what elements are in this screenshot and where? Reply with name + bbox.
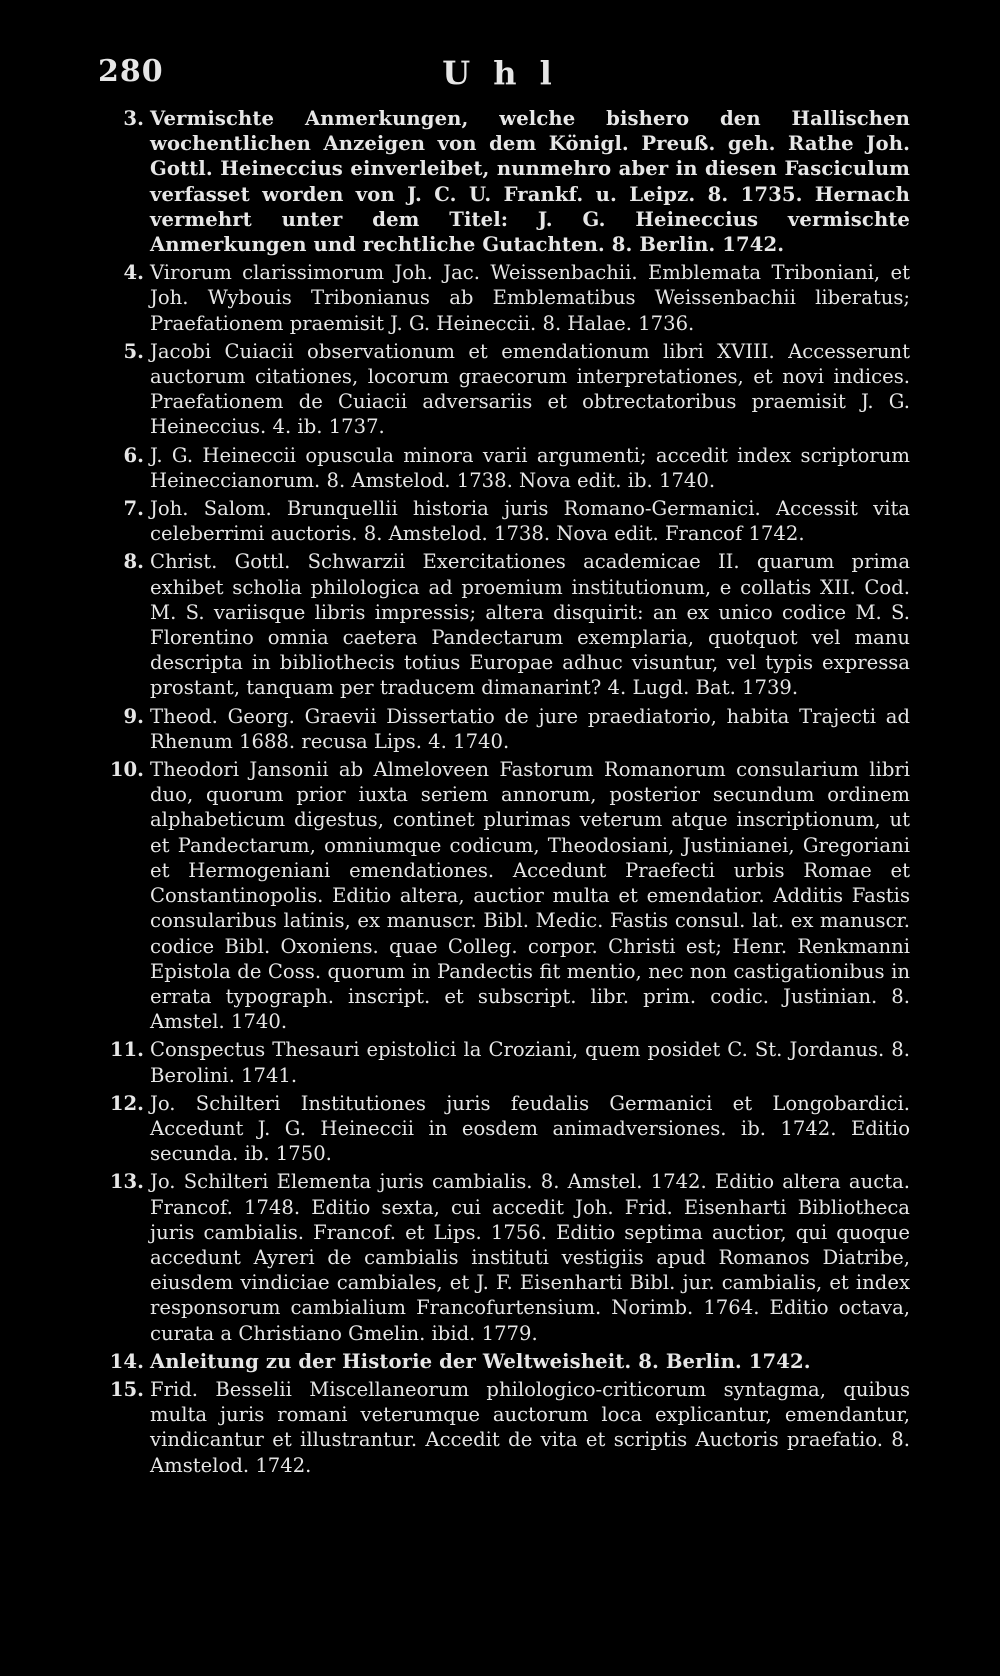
bibliography-entry-12 [90,1091,910,1167]
page-header [0,54,1000,98]
bibliography-entry-13 [90,1169,910,1345]
entry-number: 15. [109,1377,144,1401]
entry-text: Anleitung zu der Historie der Weltweisheit. 8. Berlin. 1742. [150,1349,811,1373]
entry-text: Jo. Schilteri Elementa juris cambialis. 8. Amstel. 1742. Editio altera aucta. Francof. 1748. Editio sexta, cui accedit Joh. Frid. Eisenharti Bibliotheca juris cambialis. Francof. et Lips. 1756. Editio septima auctior, qui quoque accedunt Ayreri de cambialis instituti vestigiis apud Romanos Diatribe, eiusdem vindiciae cambiales, et J. F. Eisenharti Bibl. jur. cambialis, et index responsorum cambialium Francofurtensium. Norimb. 1764. Editio octava, curata a Christiano Gmelin. ibid. 1779. [150,1170,910,1345]
page-number: 280 [98,54,164,89]
entry-number: 7. [123,497,144,521]
bibliography-entry-11 [90,1037,910,1087]
bibliography-entry-14 [90,1349,910,1374]
entry-text: Jacobi Cuiacii observationum et emendationum libri XVIII. Accesserunt auctorum citationes, locorum graecorum interpretationes, et novi indices. Praefationem de Cuiacii adversariis et obtrectatoribus praemisit J. G. Heineccius. 4. ib. 1737. [150,339,910,439]
entry-text: J. G. Heineccii opuscula minora varii argumenti; accedit index scriptorum Heineccianorum. 8. Amstelod. 1738. Nova edit. ib. 1740. [150,443,910,492]
entry-number: 6. [123,443,144,467]
bibliography-entry-3 [90,106,910,257]
entry-text: Jo. Schilteri Institutiones juris feudalis Germanici et Longobardici. Accedunt J. G. Heineccii in eosdem animadversiones. ib. 1742. Editio secunda. ib. 1750. [150,1091,910,1166]
entry-text: Virorum clarissimorum Joh. Jac. Weissenbachii. Emblemata Triboniani, et Joh. Wybouis Tribonianus ab Emblematibus Weissenbachii liberatus; Praefationem praemisit J. G. Heineccii. 8. Halae. 1736. [150,261,910,335]
entry-number: 14. [109,1349,144,1373]
entry-number: 4. [123,261,144,285]
bibliography-entry-15 [90,1377,910,1478]
entry-text: Conspectus Thesauri epistolici la Croziani, quem posidet C. St. Jordanus. 8. Berolini. 1741. [150,1038,910,1087]
entry-number: 5. [123,339,144,363]
entry-number: 3. [123,107,144,130]
entry-number: 8. [123,550,144,574]
bibliography-entry-7 [90,496,910,546]
entry-number: 9. [123,704,144,728]
bibliography-entry-5 [90,339,910,440]
bibliography-entry-4 [90,260,910,336]
entry-number: 13. [109,1170,144,1194]
bibliography-entry-8 [90,549,910,700]
entry-number: 12. [109,1091,144,1115]
entry-text: Theodori Jansonii ab Almeloveen Fastorum Romanorum consularium libri duo, quorum prior iuxta seriem annorum, posterior secundum ordinem alphabeticum digestus, continet plurimas veterum atque inscriptionum, ut et Pandectarum, omniumque codicum, Theodosiani, Justinianei, Gregoriani et Hermogeniani emendationes. Accedunt Praefecti urbis Romae et Constantinopolis. Editio altera, auctior multa et emendatior. Additis Fastis consularibus latinis, ex manuscr. Bibl. Medic. Fastis consul. lat. ex manuscr. codice Bibl. Oxoniens. quae Colleg. corpor. Christi est; Henr. Renkmanni Epistola de Coss. quorum in Pandectis fit mentio, nec non castigationibus in errata typograph. inscript. et subscript. libr. prim. codic. Justinian. 8. Amstel. 1740. [150,758,910,1034]
bibliography-entry-9 [90,704,910,754]
bibliography-list [90,106,910,1481]
entry-text: Joh. Salom. Brunquellii historia juris Romano-Germanici. Accessit vita celeberrimi auctoris. 8. Amstelod. 1738. Nova edit. Francof 1742. [150,497,910,546]
entry-number: 11. [109,1038,144,1062]
entry-text: Theod. Georg. Graevii Dissertatio de jure praediatorio, habita Trajecti ad Rhenum 1688. recusa Lips. 4. 1740. [150,704,910,753]
bibliography-entry-6 [90,443,910,493]
entry-text: Frid. Besselii Miscellaneorum philologico-criticorum syntagma, quibus multa juris romani veterumque auctorum loca explicantur, emendantur, vindicantur et illustrantur. Accedit de vita et scriptis Auctoris praefatio. 8. Amstelod. 1742. [150,1377,910,1477]
entry-number: 10. [109,758,144,782]
entry-text: Vermischte Anmerkungen, welche bishero den Hallischen wochentlichen Anzeigen von dem Königl. Preuß. geh. Rathe Joh. Gottl. Heineccius einverleibet, nunmehro aber in diesen Fasciculum verfasset worden von J. C. U. Frankf. u. Leipz. 8. 1735. Hernach vermehrt unter dem Titel: J. G. Heineccius vermischte Anmerkungen und rechtliche Gutachten. 8. Berlin. 1742. [150,107,910,257]
running-title: U h l [442,54,558,92]
entry-text: Christ. Gottl. Schwarzii Exercitationes academicae II. quarum prima exhibet scholia philologica ad proemium institutionum, e collatis XII. Cod. M. S. variisque libris impressis; altera disquirit: an ex unico codice M. S. Florentino omnia caetera Pandectarum exemplaria, quotquot vel manu descripta in bibliothecis totius Europae adhuc visuntur, vel typis expressa prostant, tanquam per traducem dimanarint? 4. Lugd. Bat. 1739. [150,550,910,700]
bibliography-entry-10 [90,757,910,1034]
